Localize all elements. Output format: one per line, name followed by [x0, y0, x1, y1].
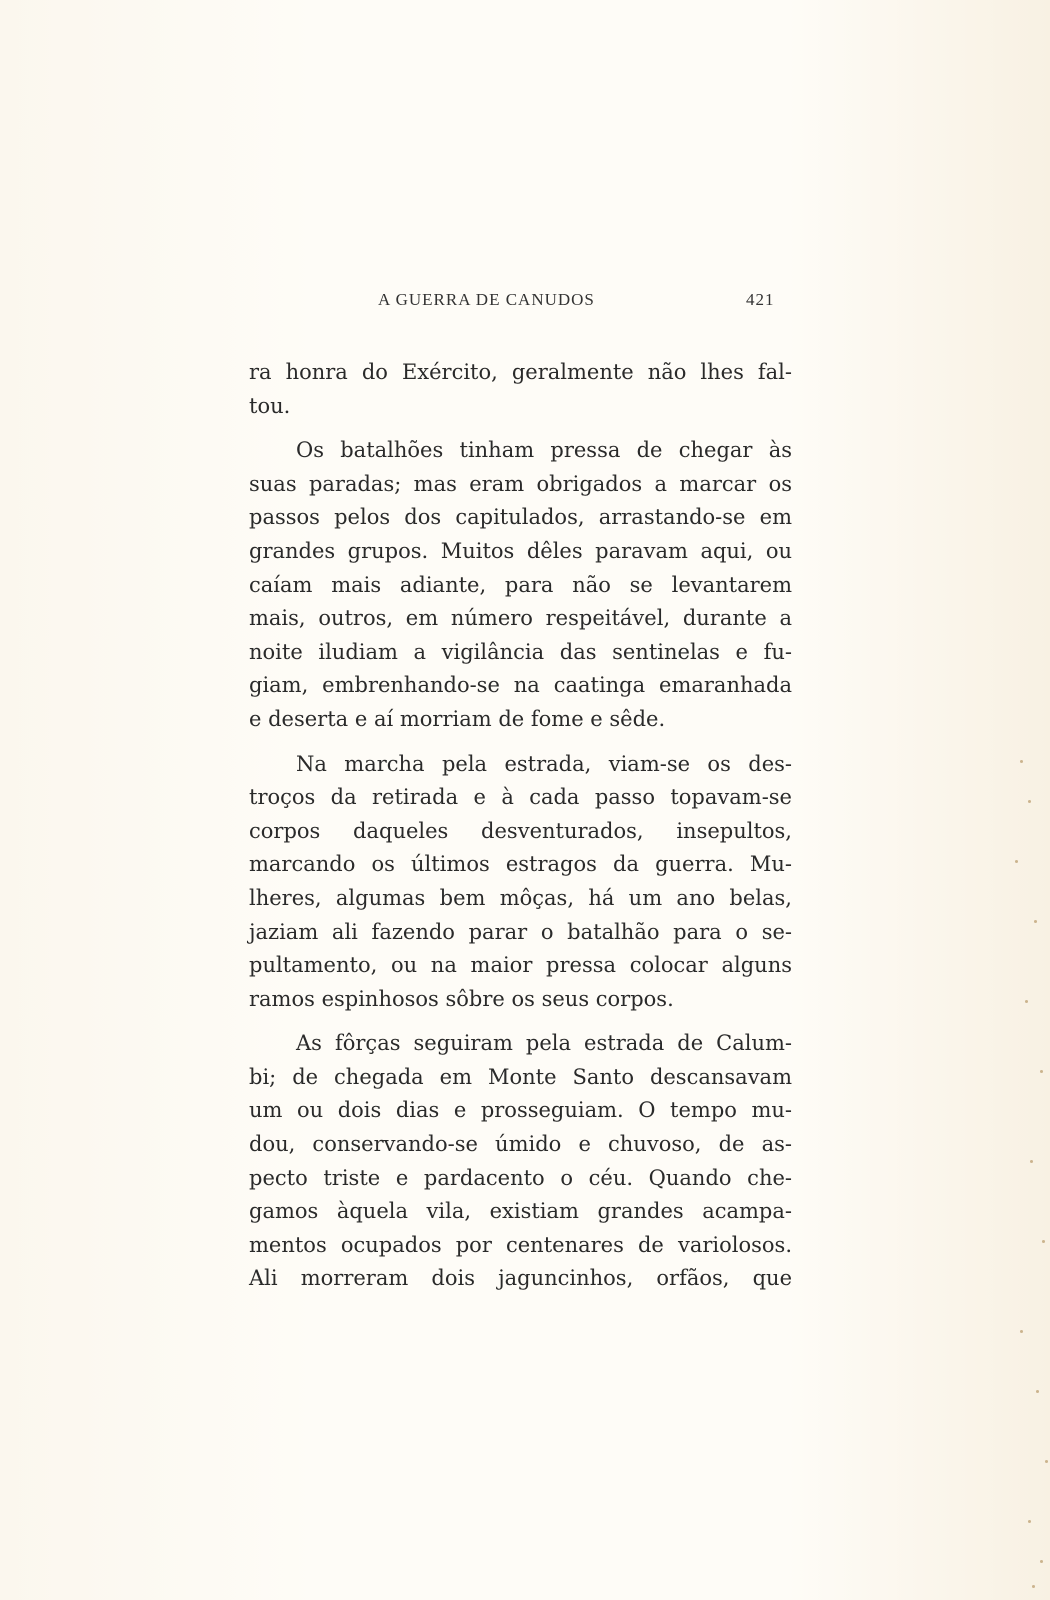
text-line: bi; de chegada em Monte Santo descansavam — [249, 1064, 792, 1089]
text-line: noite iludiam a vigilância das sentinelas e fu- — [249, 639, 792, 664]
text-line: e deserta e aí morriam de fome e sêde. — [249, 706, 666, 731]
text-line: corpos daqueles desventurados, insepultos, — [249, 818, 792, 843]
text-line: tou. — [249, 393, 291, 418]
text-line: pecto triste e pardacento o céu. Quando che- — [249, 1165, 792, 1190]
text-line: suas paradas; mas eram obrigados a marcar os — [249, 471, 792, 496]
text-line: giam, embrenhando-se na caatinga emaranhada — [249, 673, 792, 698]
text-line: grandes grupos. Muitos dêles paravam aqui, ou — [249, 538, 792, 563]
running-header — [372, 290, 792, 318]
text-line: As fôrças seguiram pela estrada de Calum- — [296, 1031, 792, 1056]
text-line: ramos espinhosos sôbre os seus corpos. — [249, 986, 674, 1011]
body-text — [249, 356, 792, 1296]
text-line: um ou dois dias e prosseguiam. O tempo mu- — [249, 1098, 792, 1123]
text-line: pultamento, ou na maior pressa colocar alguns — [249, 953, 792, 978]
text-line: jaziam ali fazendo parar o batalhão para o se- — [249, 919, 792, 944]
text-line: passos pelos dos capitulados, arrastando-se em — [249, 505, 792, 530]
page-number: 421 — [746, 290, 775, 309]
paragraph — [249, 356, 792, 423]
text-line: marcando os últimos estragos da guerra. Mu- — [249, 852, 792, 877]
text-line: dou, conservando-se úmido e chuvoso, de as- — [249, 1132, 792, 1157]
paragraph — [249, 434, 792, 736]
text-line: gamos àquela vila, existiam grandes acampa- — [249, 1199, 792, 1224]
text-line: caíam mais adiante, para não se levantarem — [249, 572, 792, 597]
text-line: Na marcha pela estrada, viam-se os des- — [296, 751, 792, 776]
paper-specks — [990, 740, 1050, 1600]
paragraph — [249, 748, 792, 1017]
text-line: Os batalhões tinham pressa de chegar às — [296, 438, 792, 463]
running-title: A GUERRA DE CANUDOS — [378, 290, 595, 309]
paragraph — [249, 1027, 792, 1296]
text-line: Ali morreram dois jaguncinhos, orfãos, que — [249, 1266, 792, 1291]
text-line: ra honra do Exército, geralmente não lhes fal- — [249, 360, 792, 384]
text-line: mentos ocupados por centenares de variolosos. — [249, 1232, 792, 1257]
text-line: troços da retirada e à cada passo topavam-se — [249, 785, 792, 810]
text-line: lheres, algumas bem môças, há um ano belas, — [249, 885, 792, 910]
text-line: mais, outros, em número respeitável, durante a — [249, 606, 792, 631]
